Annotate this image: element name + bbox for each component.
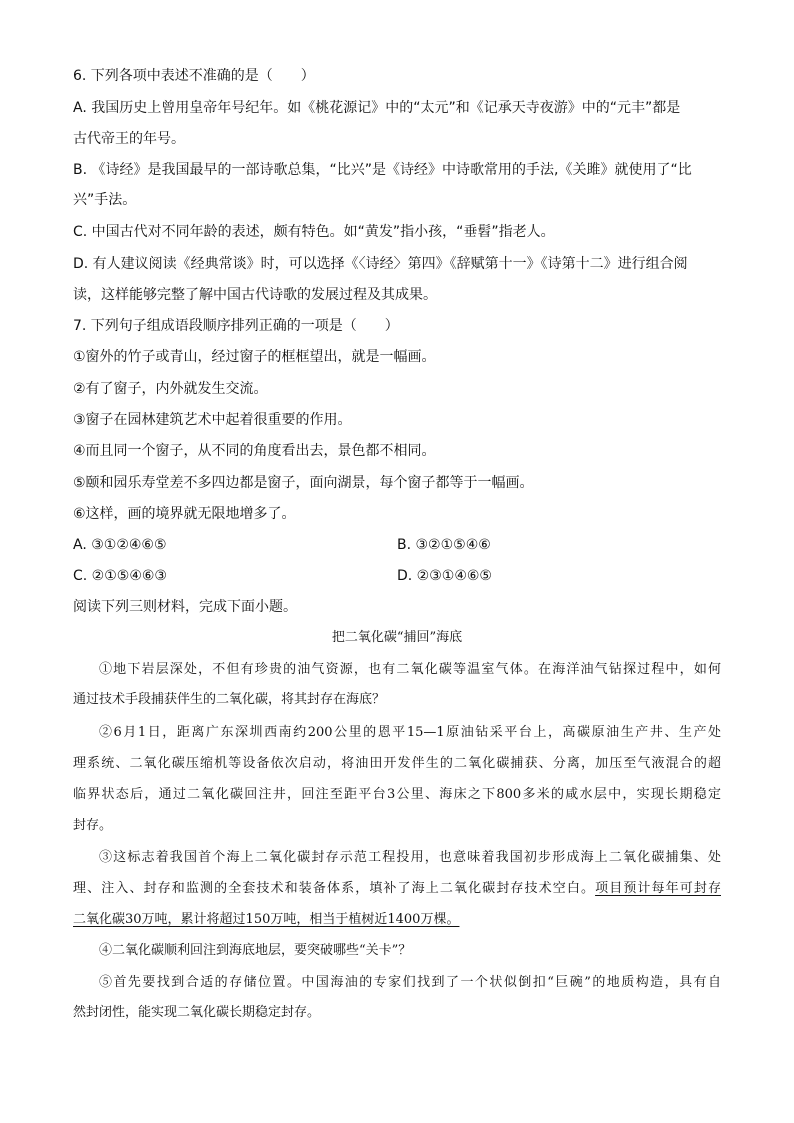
q6-option-b-line1: B. 《诗经》是我国最早的一部诗歌总集，“比兴”是《诗经》中诗歌常用的手法,《关雎》就使用了“比 (73, 162, 692, 178)
q7-stem: 7. 下列句子组成语段顺序排列正确的一项是（ ） (73, 318, 399, 334)
q6-stem: 6. 下列各项中表述不准确的是（ ） (73, 68, 315, 84)
paragraph-3-text: 理、注入、封存和监测的全套技术和装备体系，填补了海上二氧化碳封存技术空白。 (73, 881, 596, 896)
paragraph-3-line1: ③这标志着我国首个海上二氧化碳封存示范工程投用，也意味着我国初步形成海上二氧化碳捕集、处 (99, 850, 721, 865)
article-title: 把二氧化碳“捕回”海底 (331, 630, 463, 645)
paragraph-3-line2 (73, 879, 721, 899)
q7-sentence-5: ⑤颐和园乐寿堂差不多四边都是窗子，面向湖景，每个窗子都等于一幅画。 (73, 475, 534, 491)
underlined-sentence-part2: 二氧化碳30万吨，累计将超过150万吨，相当于植树近1400万棵。 (73, 912, 460, 927)
paragraph-1-line1: ①地下岩层深处，不但有珍贵的油气资源，也有二氧化碳等温室气体。在海洋油气钻探过程中，如何 (99, 662, 721, 677)
q7-option-b: B. ③②①⑤④⑥ (397, 537, 491, 553)
paragraph-5-line2: 然封闭性，能实现二氧化碳长期稳定封存。 (73, 1005, 321, 1020)
paragraph-2-line1: ②6月1日，距离广东深圳西南约200公里的恩平15—1原油钻采平台上，高碳原油生产井、生产处 (99, 725, 721, 740)
underlined-sentence-part1: 项目预计每年可封存 (595, 881, 721, 896)
q6-option-b-line2: 兴”手法。 (73, 192, 137, 208)
paragraph-3-line3 (73, 910, 721, 930)
paragraph-2-line3: 临界状态后，通过二氧化碳回注井，回注至距平台3公里、海床之下800多米的咸水层中，实现长期稳定 (73, 787, 721, 802)
paragraph-5-line1: ⑤首先要找到合适的存储位置。中国海油的专家们找到了一个状似倒扣“巨碗”的地质构造，具有自 (99, 975, 721, 990)
q7-sentence-6: ⑥这样，画的境界就无限地增多了。 (73, 506, 296, 522)
q6-option-c: C. 中国古代对不同年龄的表述，颇有特色。如“黄发”指小孩，“垂髫”指老人。 (73, 224, 555, 240)
paragraph-2-line4: 封存。 (73, 818, 113, 833)
reading-intro: 阅读下列三则材料，完成下面小题。 (73, 599, 297, 615)
q7-sentence-4: ④而且同一个窗子，从不同的角度看出去，景色都不相同。 (73, 443, 436, 459)
q6-option-a-line2: 古代帝王的年号。 (73, 131, 185, 147)
q6-option-d-line1: D. 有人建议阅读《经典常谈》时，可以选择《〈诗经〉第四》《辞赋第十一》《诗第十二》进行组合阅 (73, 256, 688, 272)
paragraph-4: ④二氧化碳顺利回注到海底地层，要突破哪些“关卡”？ (99, 943, 412, 958)
q7-sentence-1: ①窗外的竹子或青山，经过窗子的框框望出，就是一幅画。 (73, 349, 436, 365)
q6-option-a-line1: A. 我国历史上曾用皇帝年号纪年。如《桃花源记》中的“太元”和《记承天寺夜游》中的“元丰”都是 (73, 100, 681, 116)
q7-sentence-3: ③窗子在园林建筑艺术中起着很重要的作用。 (73, 412, 352, 428)
paragraph-2-line2: 理系统、二氧化碳压缩机等设备依次启动，将油田开发伴生的二氧化碳捕获、分离，加压至气液混合的超 (73, 756, 721, 771)
q7-option-c: C. ②①⑤④⑥③ (73, 568, 167, 584)
q7-option-d: D. ②③①④⑥⑤ (397, 568, 492, 584)
q7-option-a: A. ③①②④⑥⑤ (73, 537, 167, 553)
q6-option-d-line2: 读，这样能够完整了解中国古代诗歌的发展过程及其成果。 (73, 287, 437, 303)
q7-sentence-2: ②有了窗子，内外就发生交流。 (73, 381, 268, 397)
paragraph-1-line2: 通过技术手段捕获伴生的二氧化碳，将其封存在海底？ (73, 692, 386, 707)
